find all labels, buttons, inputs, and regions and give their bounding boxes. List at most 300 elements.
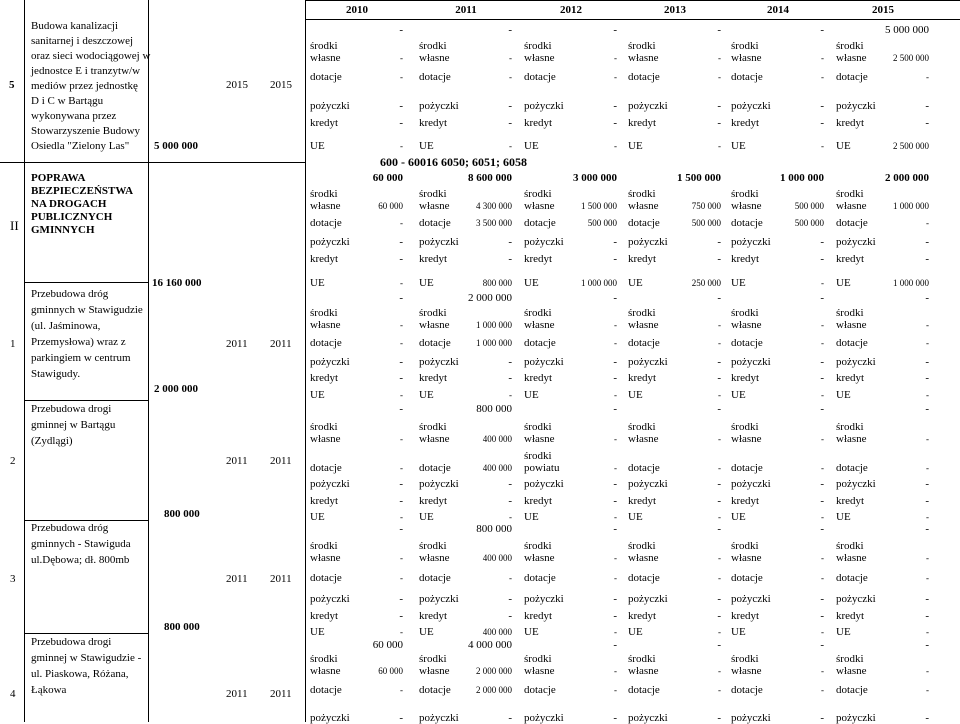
section-II-2012-pozyczki-label: pożyczki bbox=[524, 236, 564, 248]
project-5-2011-pozyczki-label: pożyczki bbox=[419, 100, 459, 112]
project-3-2010-dotacje-value: - bbox=[400, 573, 403, 583]
project-5-desc-line-7: Stowarzyszenie Budowy bbox=[31, 125, 141, 137]
section-II-2014-dotacje-value: 500 000 bbox=[794, 218, 824, 228]
project-4-desc-line-2: ul. Piaskowa, Różana, bbox=[31, 668, 129, 680]
project-4-2014-sum: - bbox=[820, 639, 824, 651]
project-3-2012-wlasne-value: - bbox=[614, 553, 617, 563]
project-5-2010-kredyt-value: - bbox=[399, 117, 403, 129]
project-5-2010-wlasne-value: - bbox=[400, 53, 403, 63]
project-3-2011-sum: 800 000 bbox=[476, 523, 512, 535]
project-2-2012-sum: - bbox=[613, 403, 617, 415]
project-2-2012-ue-value: - bbox=[614, 512, 617, 522]
project-2-2010-kredyt-label: kredyt bbox=[310, 495, 339, 507]
section-II-2012-ue-value: 1 000 000 bbox=[581, 278, 617, 288]
project-5-desc-line-8: Osiedla "Zielony Las" bbox=[31, 140, 130, 152]
section-II-title-line-0: POPRAWA bbox=[31, 172, 86, 184]
project-1-2011-pozyczki-label: pożyczki bbox=[419, 356, 459, 368]
project-4-2015-srodki-label: środki bbox=[836, 653, 864, 665]
project-2-2010-ue-label: UE bbox=[310, 511, 325, 523]
section-II-2010-kredyt-value: - bbox=[399, 253, 403, 265]
project-3-2011-wlasne-value: 400 000 bbox=[482, 553, 512, 563]
project-4-2015-dotacje-label: dotacje bbox=[836, 684, 868, 696]
project-5-2015-dotacje-value: - bbox=[926, 72, 929, 82]
project-5-2013-wlasne-value: - bbox=[718, 53, 721, 63]
project-4-2013-srodki-label: środki bbox=[628, 653, 656, 665]
project-2-2011-kredyt-label: kredyt bbox=[419, 495, 448, 507]
project-1-2012-pozyczki-label: pożyczki bbox=[524, 356, 564, 368]
project-4-2010-dotacje-value: - bbox=[400, 685, 403, 695]
project-2-2015-wlasne-label: własne bbox=[836, 433, 867, 445]
project-5-2012-ue-value: - bbox=[614, 141, 617, 151]
project-no-2: 2 bbox=[10, 455, 16, 467]
project-1-2014-ue-label: UE bbox=[731, 389, 746, 401]
project-5-2012-pozyczki-label: pożyczki bbox=[524, 100, 564, 112]
project-3-2012-dotacje-label: dotacje bbox=[524, 572, 556, 584]
project-2-2013-dotacje-label: dotacje bbox=[628, 462, 660, 474]
project-3-end: 2011 bbox=[270, 573, 292, 585]
project-5-2015-kredyt-value: - bbox=[925, 117, 929, 129]
project-5-2012-sum: - bbox=[613, 24, 617, 36]
project-1-2012-srodki-label: środki bbox=[524, 307, 552, 319]
section-II-2013-wlasne-label: własne bbox=[628, 200, 659, 212]
project-3-2011-ue-value: 400 000 bbox=[482, 627, 512, 637]
project-1-end: 2011 bbox=[270, 338, 292, 350]
project-3-2012-pozyczki-value: - bbox=[613, 593, 617, 605]
project-2-2014-pozyczki-label: pożyczki bbox=[731, 478, 771, 490]
project-2-2013-sum: - bbox=[717, 403, 721, 415]
project-5-2014-dotacje-value: - bbox=[821, 72, 824, 82]
project-3-2015-pozyczki-label: pożyczki bbox=[836, 593, 876, 605]
project-4-2013-pozyczki-label: pożyczki bbox=[628, 712, 668, 724]
project-3-2010-pozyczki-value: - bbox=[399, 593, 403, 605]
project-1-2010-kredyt-label: kredyt bbox=[310, 372, 339, 384]
project-no-4: 4 bbox=[10, 688, 16, 700]
project-1-2010-ue-value: - bbox=[400, 390, 403, 400]
project-3-2013-ue-label: UE bbox=[628, 626, 643, 638]
project-2-2014-kredyt-label: kredyt bbox=[731, 495, 760, 507]
project-3-2010-dotacje-label: dotacje bbox=[310, 572, 342, 584]
project-1-2014-wlasne-label: własne bbox=[731, 319, 762, 331]
section-II-2013-ue-label: UE bbox=[628, 277, 643, 289]
project-5-2012-srodki-label: środki bbox=[524, 40, 552, 52]
project-5-2011-wlasne-value: - bbox=[509, 53, 512, 63]
project-4-2014-pozyczki-label: pożyczki bbox=[731, 712, 771, 724]
project-1-2014-srodki-label: środki bbox=[731, 307, 759, 319]
project-5-2013-ue-label: UE bbox=[628, 140, 643, 152]
project-4-2014-pozyczki-value: - bbox=[820, 712, 824, 724]
project-2-2013-pozyczki-label: pożyczki bbox=[628, 478, 668, 490]
project-2-2010-wlasne-value: - bbox=[400, 434, 403, 444]
section-II-2013-pozyczki-label: pożyczki bbox=[628, 236, 668, 248]
project-2-2010-kredyt-value: - bbox=[399, 495, 403, 507]
project-1-2011-srodki-label: środki bbox=[419, 307, 447, 319]
project-1-total: 2 000 000 bbox=[154, 383, 198, 395]
project-2-2011-ue-label: UE bbox=[419, 511, 434, 523]
project-1-2014-pozyczki-label: pożyczki bbox=[731, 356, 771, 368]
project-1-2015-dotacje-value: - bbox=[926, 338, 929, 348]
project-2-desc-line-1: gminnej w Bartągu bbox=[31, 419, 116, 431]
project-1-2014-ue-value: - bbox=[821, 390, 824, 400]
section-II-2010-srodki-label: środki bbox=[310, 188, 338, 200]
section-II-2015-sum: 2 000 000 bbox=[885, 172, 929, 184]
project-5-2014-pozyczki-label: pożyczki bbox=[731, 100, 771, 112]
project-1-2013-ue-label: UE bbox=[628, 389, 643, 401]
project-1-2012-pozyczki-value: - bbox=[613, 356, 617, 368]
section-II-2015-ue-label: UE bbox=[836, 277, 851, 289]
project-2-2013-srodki-label: środki bbox=[628, 421, 656, 433]
project-3-2010-sum: - bbox=[399, 523, 403, 535]
project-5-2010-ue-value: - bbox=[400, 141, 403, 151]
project-1-2010-dotacje-label: dotacje bbox=[310, 337, 342, 349]
section-II-2010-wlasne-label: własne bbox=[310, 200, 341, 212]
project-5-2012-pozyczki-value: - bbox=[613, 100, 617, 112]
project-3-2010-pozyczki-label: pożyczki bbox=[310, 593, 350, 605]
section-II-2011-pozyczki-label: pożyczki bbox=[419, 236, 459, 248]
project-4-2011-pozyczki-label: pożyczki bbox=[419, 712, 459, 724]
section-II-end-line bbox=[24, 282, 148, 283]
project-2-2015-kredyt-label: kredyt bbox=[836, 495, 865, 507]
project-2-2012-kredyt-value: - bbox=[613, 495, 617, 507]
section-II-2013-ue-value: 250 000 bbox=[691, 278, 721, 288]
year-header-2013: 2013 bbox=[664, 4, 686, 16]
section-II-2012-wlasne-label: własne bbox=[524, 200, 555, 212]
project-3-2015-srodki-label: środki bbox=[836, 540, 864, 552]
project-1-2015-kredyt-label: kredyt bbox=[836, 372, 865, 384]
project-2-2015-wlasne-value: - bbox=[926, 434, 929, 444]
project-3-2015-pozyczki-value: - bbox=[925, 593, 929, 605]
section-II-2014-kredyt-label: kredyt bbox=[731, 253, 760, 265]
project-5-2010-srodki-label: środki bbox=[310, 40, 338, 52]
section-II-2011-ue-value: 800 000 bbox=[482, 278, 512, 288]
project-1-2015-sum: - bbox=[925, 292, 929, 304]
section-II-2011-pozyczki-value: - bbox=[508, 236, 512, 248]
project-3-2014-srodki-label: środki bbox=[731, 540, 759, 552]
project-3-2014-pozyczki-value: - bbox=[820, 593, 824, 605]
project-1-2014-kredyt-value: - bbox=[820, 372, 824, 384]
project-5-2013-sum: - bbox=[717, 24, 721, 36]
project-1-2012-wlasne-value: - bbox=[614, 320, 617, 330]
project-1-2011-ue-label: UE bbox=[419, 389, 434, 401]
project1-end-line bbox=[24, 400, 148, 401]
project-2-2015-pozyczki-label: pożyczki bbox=[836, 478, 876, 490]
section-II-2012-srodki-label: środki bbox=[524, 188, 552, 200]
project-3-2010-srodki-label: środki bbox=[310, 540, 338, 552]
project-1-2014-sum: - bbox=[820, 292, 824, 304]
project-3-2011-ue-label: UE bbox=[419, 626, 434, 638]
project-1-2013-kredyt-label: kredyt bbox=[628, 372, 657, 384]
project-5-2010-dotacje-value: - bbox=[400, 72, 403, 82]
project-3-total: 800 000 bbox=[164, 621, 200, 633]
project-1-2012-dotacje-label: dotacje bbox=[524, 337, 556, 349]
project-4-2012-wlasne-label: własne bbox=[524, 665, 555, 677]
project-5-start: 2015 bbox=[226, 79, 248, 91]
project-3-2011-kredyt-value: - bbox=[508, 610, 512, 622]
project-5-2011-dotacje-label: dotacje bbox=[419, 71, 451, 83]
section-II-2015-pozyczki-label: pożyczki bbox=[836, 236, 876, 248]
section-II-2011-wlasne-value: 4 300 000 bbox=[476, 201, 512, 211]
project-1-desc-line-2: (ul. Jaśminowa, bbox=[31, 320, 101, 332]
project-1-2013-ue-value: - bbox=[718, 390, 721, 400]
section-II-2014-wlasne-label: własne bbox=[731, 200, 762, 212]
section-II-2010-ue-value: - bbox=[400, 278, 403, 288]
project-1-2011-kredyt-value: - bbox=[508, 372, 512, 384]
project-1-2012-sum: - bbox=[613, 292, 617, 304]
project-2-2014-srodki-label: środki bbox=[731, 421, 759, 433]
project-5-2015-dotacje-label: dotacje bbox=[836, 71, 868, 83]
project-4-2010-pozyczki-value: - bbox=[399, 712, 403, 724]
section-II-2010-dotacje-label: dotacje bbox=[310, 217, 342, 229]
project-2-2015-sum: - bbox=[925, 403, 929, 415]
project-3-2011-wlasne-label: własne bbox=[419, 552, 450, 564]
project-5-2014-wlasne-label: własne bbox=[731, 52, 762, 64]
project-2-2013-dotacje-value: - bbox=[718, 463, 721, 473]
project-2-desc-line-2: (Zydlągi) bbox=[31, 435, 73, 447]
project-3-2015-wlasne-value: - bbox=[926, 553, 929, 563]
project-5-2014-dotacje-label: dotacje bbox=[731, 71, 763, 83]
project-3-2015-kredyt-value: - bbox=[925, 610, 929, 622]
project-1-2013-wlasne-label: własne bbox=[628, 319, 659, 331]
project-3-2010-kredyt-label: kredyt bbox=[310, 610, 339, 622]
project-2-2010-pozyczki-value: - bbox=[399, 478, 403, 490]
project-3-2013-wlasne-value: - bbox=[718, 553, 721, 563]
project-4-2010-wlasne-value: 60 000 bbox=[378, 666, 403, 676]
project-2-2014-sum: - bbox=[820, 403, 824, 415]
section-II-2012-ue-label: UE bbox=[524, 277, 539, 289]
project-4-2013-pozyczki-value: - bbox=[717, 712, 721, 724]
section-II-2012-kredyt-value: - bbox=[613, 253, 617, 265]
project-3-2011-pozyczki-value: - bbox=[508, 593, 512, 605]
project-3-2013-sum: - bbox=[717, 523, 721, 535]
project-5-2015-wlasne-value: 2 500 000 bbox=[893, 53, 929, 63]
project-5-2013-dotacje-value: - bbox=[718, 72, 721, 82]
project-3-2010-wlasne-label: własne bbox=[310, 552, 341, 564]
project-3-2015-wlasne-label: własne bbox=[836, 552, 867, 564]
project-5-2015-ue-value: 2 500 000 bbox=[893, 141, 929, 151]
project-3-2011-dotacje-label: dotacje bbox=[419, 572, 451, 584]
years-header-line bbox=[305, 19, 960, 20]
project-3-2010-kredyt-value: - bbox=[399, 610, 403, 622]
project-5-2010-pozyczki-value: - bbox=[399, 100, 403, 112]
year-header-2012: 2012 bbox=[560, 4, 582, 16]
project-3-2012-wlasne-label: własne bbox=[524, 552, 555, 564]
project-5-2014-srodki-label: środki bbox=[731, 40, 759, 52]
project-2-2012-pozyczki-label: pożyczki bbox=[524, 478, 564, 490]
section-II-2014-wlasne-value: 500 000 bbox=[794, 201, 824, 211]
section-II-2012-dotacje-value: 500 000 bbox=[587, 218, 617, 228]
section-II-2013-dotacje-label: dotacje bbox=[628, 217, 660, 229]
project-3-2014-ue-value: - bbox=[821, 627, 824, 637]
project-4-2012-pozyczki-value: - bbox=[613, 712, 617, 724]
project-3-2014-wlasne-value: - bbox=[821, 553, 824, 563]
project-no-5: 5 bbox=[9, 79, 15, 91]
section-II-2010-ue-label: UE bbox=[310, 277, 325, 289]
project-1-2010-ue-label: UE bbox=[310, 389, 325, 401]
project-3-2014-kredyt-value: - bbox=[820, 610, 824, 622]
project-2-2014-dotacje-label: dotacje bbox=[731, 462, 763, 474]
project-3-2015-sum: - bbox=[925, 523, 929, 535]
project-1-2010-sum: - bbox=[399, 292, 403, 304]
project-1-2010-wlasne-label: własne bbox=[310, 319, 341, 331]
project-3-start: 2011 bbox=[226, 573, 248, 585]
project-5-2012-kredyt-value: - bbox=[613, 117, 617, 129]
project-3-2010-ue-label: UE bbox=[310, 626, 325, 638]
project-5-desc-line-4: mediów przez jednostkę bbox=[31, 80, 138, 92]
section-II-2012-kredyt-label: kredyt bbox=[524, 253, 553, 265]
project-3-2015-ue-value: - bbox=[926, 627, 929, 637]
section-II-2011-kredyt-label: kredyt bbox=[419, 253, 448, 265]
project-2-2015-ue-label: UE bbox=[836, 511, 851, 523]
section-II-2012-wlasne-value: 1 500 000 bbox=[581, 201, 617, 211]
project-3-2014-ue-label: UE bbox=[731, 626, 746, 638]
project-5-2013-dotacje-label: dotacje bbox=[628, 71, 660, 83]
project-4-2013-wlasne-value: - bbox=[718, 666, 721, 676]
project-3-2014-dotacje-value: - bbox=[821, 573, 824, 583]
project-4-2011-pozyczki-value: - bbox=[508, 712, 512, 724]
project-1-2010-dotacje-value: - bbox=[400, 338, 403, 348]
project-5-2011-kredyt-value: - bbox=[508, 117, 512, 129]
section-II-2014-ue-label: UE bbox=[731, 277, 746, 289]
project-1-2013-kredyt-value: - bbox=[717, 372, 721, 384]
project-3-2013-dotacje-label: dotacje bbox=[628, 572, 660, 584]
project-4-2010-wlasne-label: własne bbox=[310, 665, 341, 677]
project-5-2014-sum: - bbox=[820, 24, 824, 36]
project-5-2011-pozyczki-value: - bbox=[508, 100, 512, 112]
section-II-2014-srodki-label: środki bbox=[731, 188, 759, 200]
project-2-2013-kredyt-value: - bbox=[717, 495, 721, 507]
section-II-title-line-4: GMINNYCH bbox=[31, 224, 95, 236]
project-2-2014-ue-label: UE bbox=[731, 511, 746, 523]
project-2-2012-pozyczki-value: - bbox=[613, 478, 617, 490]
project-2-2010-pozyczki-label: pożyczki bbox=[310, 478, 350, 490]
project-2-2013-kredyt-label: kredyt bbox=[628, 495, 657, 507]
project-1-2013-dotacje-label: dotacje bbox=[628, 337, 660, 349]
project-4-desc-line-0: Przebudowa drogi bbox=[31, 636, 112, 648]
section-II-2015-kredyt-value: - bbox=[925, 253, 929, 265]
section-II-2013-kredyt-value: - bbox=[717, 253, 721, 265]
section-II-title-line-1: BEZPIECZEŃSTWA bbox=[31, 185, 134, 197]
project-4-2015-wlasne-label: własne bbox=[836, 665, 867, 677]
project-1-2011-ue-value: - bbox=[509, 390, 512, 400]
project-1-2010-pozyczki-value: - bbox=[399, 356, 403, 368]
section-II-2014-pozyczki-label: pożyczki bbox=[731, 236, 771, 248]
project-5-desc-line-1: sanitarnej i deszczowej bbox=[31, 35, 134, 47]
section-II-2012-dotacje-label: dotacje bbox=[524, 217, 556, 229]
project-4-2010-pozyczki-label: pożyczki bbox=[310, 712, 350, 724]
project-2-total: 800 000 bbox=[164, 508, 200, 520]
project-2-2011-ue-value: - bbox=[509, 512, 512, 522]
project-2-2015-dotacje-label: dotacje bbox=[836, 462, 868, 474]
project-1-desc-line-4: parkingiem w centrum bbox=[31, 352, 131, 364]
section-II-2015-srodki-label: środki bbox=[836, 188, 864, 200]
project-3-2015-kredyt-label: kredyt bbox=[836, 610, 865, 622]
section-II-2010-kredyt-label: kredyt bbox=[310, 253, 339, 265]
top-border-line bbox=[305, 0, 960, 1]
section-II-2014-dotacje-label: dotacje bbox=[731, 217, 763, 229]
project-2-2011-wlasne-value: 400 000 bbox=[482, 434, 512, 444]
section-II-2015-dotacje-value: - bbox=[926, 218, 929, 228]
project-1-2015-srodki-label: środki bbox=[836, 307, 864, 319]
project-4-desc-line-1: gminnej w Stawigudzie - bbox=[31, 652, 142, 664]
project-2-2011-kredyt-value: - bbox=[508, 495, 512, 507]
project-5-2012-dotacje-label: dotacje bbox=[524, 71, 556, 83]
section-II-roman: II bbox=[10, 218, 19, 233]
section-II-2015-wlasne-value: 1 000 000 bbox=[893, 201, 929, 211]
project-1-2015-wlasne-value: - bbox=[926, 320, 929, 330]
project-2-2013-wlasne-label: własne bbox=[628, 433, 659, 445]
project-1-2010-wlasne-value: - bbox=[400, 320, 403, 330]
project-2-2013-wlasne-value: - bbox=[718, 434, 721, 444]
section-II-2015-pozyczki-value: - bbox=[925, 236, 929, 248]
project-5-2015-pozyczki-value: - bbox=[925, 100, 929, 112]
project-5-2010-wlasne-label: własne bbox=[310, 52, 341, 64]
project-5-2015-kredyt-label: kredyt bbox=[836, 117, 865, 129]
project-2-2011-sum: 800 000 bbox=[476, 403, 512, 415]
section-II-2013-sum: 1 500 000 bbox=[677, 172, 721, 184]
project-2-start: 2011 bbox=[226, 455, 248, 467]
project-4-2011-wlasne-value: 2 000 000 bbox=[476, 666, 512, 676]
project-2-2014-wlasne-label: własne bbox=[731, 433, 762, 445]
project-5-2012-ue-label: UE bbox=[524, 140, 539, 152]
section-II-2012-sum: 3 000 000 bbox=[573, 172, 617, 184]
section-II-title-line-3: PUBLICZNYCH bbox=[31, 211, 113, 223]
project-5-2013-pozyczki-label: pożyczki bbox=[628, 100, 668, 112]
section-II-classification: 600 - 60016 6050; 6051; 6058 bbox=[380, 155, 527, 169]
project-4-2011-srodki-label: środki bbox=[419, 653, 447, 665]
project-5-2010-kredyt-label: kredyt bbox=[310, 117, 339, 129]
project-5-2011-ue-label: UE bbox=[419, 140, 434, 152]
project-4-2015-pozyczki-value: - bbox=[925, 712, 929, 724]
project-4-2012-sum: - bbox=[613, 639, 617, 651]
project-1-2013-dotacje-value: - bbox=[718, 338, 721, 348]
project-5-desc-line-6: wykonywana przez bbox=[31, 110, 117, 122]
project-5-2015-srodki-label: środki bbox=[836, 40, 864, 52]
section-II-2015-kredyt-label: kredyt bbox=[836, 253, 865, 265]
project-3-2012-ue-value: - bbox=[614, 627, 617, 637]
project-3-desc-line-0: Przebudowa dróg bbox=[31, 522, 109, 534]
project-1-start: 2011 bbox=[226, 338, 248, 350]
project-3-2010-wlasne-value: - bbox=[400, 553, 403, 563]
project-1-2012-ue-value: - bbox=[614, 390, 617, 400]
year-header-2010: 2010 bbox=[346, 4, 368, 16]
section-II-2014-kredyt-value: - bbox=[820, 253, 824, 265]
project-4-2015-pozyczki-label: pożyczki bbox=[836, 712, 876, 724]
project-2-2012-wlasne-value: - bbox=[614, 434, 617, 444]
project-5-2015-sum: 5 000 000 bbox=[885, 24, 929, 36]
year-header-2011: 2011 bbox=[455, 4, 477, 16]
project-3-2013-kredyt-label: kredyt bbox=[628, 610, 657, 622]
project-1-2014-pozyczki-value: - bbox=[820, 356, 824, 368]
project-4-2011-wlasne-label: własne bbox=[419, 665, 450, 677]
project-5-2014-kredyt-label: kredyt bbox=[731, 117, 760, 129]
project-2-2015-dotacje-value: - bbox=[926, 463, 929, 473]
project-3-2014-sum: - bbox=[820, 523, 824, 535]
section-II-2011-dotacje-value: 3 500 000 bbox=[476, 218, 512, 228]
project-2-2012-kredyt-label: kredyt bbox=[524, 495, 553, 507]
project-3-2012-dotacje-value: - bbox=[614, 573, 617, 583]
project-2-desc-line-0: Przebudowa drogi bbox=[31, 403, 112, 415]
project-5-2013-pozyczki-value: - bbox=[717, 100, 721, 112]
section-II-2012-pozyczki-value: - bbox=[613, 236, 617, 248]
project3-end-line bbox=[24, 633, 148, 634]
project-3-2011-dotacje-value: - bbox=[509, 573, 512, 583]
project-4-2013-dotacje-value: - bbox=[718, 685, 721, 695]
project-5-2010-dotacje-label: dotacje bbox=[310, 71, 342, 83]
project-2-2014-wlasne-value: - bbox=[821, 434, 824, 444]
project-no-3: 3 bbox=[10, 573, 16, 585]
project-5-2014-kredyt-value: - bbox=[820, 117, 824, 129]
section-II-2011-kredyt-value: - bbox=[508, 253, 512, 265]
project-4-2010-srodki-label: środki bbox=[310, 653, 338, 665]
